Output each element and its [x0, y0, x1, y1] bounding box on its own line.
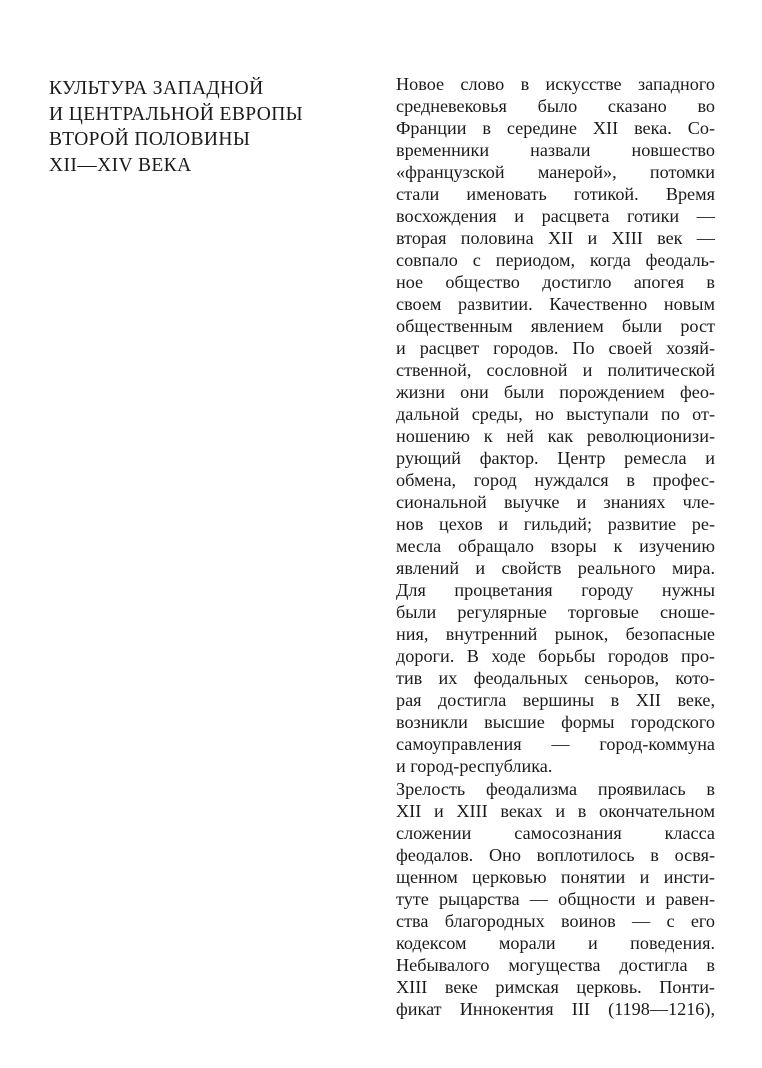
text-line: были регулярные торговые сноше- [396, 602, 715, 623]
text-line: феодалов. Оно воплотилось в освя- [396, 844, 715, 865]
paragraph-2 [396, 778, 715, 1020]
text-line: возникли высшие формы городского [396, 712, 715, 733]
text-line: кодексом морали и поведения. [396, 932, 715, 953]
text-line: тив их феодальных сеньоров, кото- [396, 668, 715, 689]
text-line: ния, внутренний рынок, безопасные [396, 624, 715, 645]
text-line: обмена, город нуждался в профес- [396, 470, 715, 491]
text-line: месла обращало взоры к изучению [396, 536, 715, 557]
text-line: ственной, сословной и политической [396, 360, 715, 381]
body-text-column [396, 73, 715, 1020]
chapter-title-line: XII—XIV ВЕКА [49, 154, 192, 176]
text-line: рующий фактор. Центр ремесла и [396, 448, 715, 469]
chapter-title-line: КУЛЬТУРА ЗАПАДНОЙ [49, 78, 264, 99]
text-line: временники назвали новшество [396, 140, 715, 161]
text-line: и расцвет городов. По своей хозяй- [396, 338, 715, 359]
text-line: фикат Иннокентия III (1198—1216), [396, 998, 715, 1019]
text-line: XII и XIII веках и в окончательном [396, 800, 715, 821]
text-line: Небывалого могущества достигла в [396, 954, 715, 975]
text-line: рая достигла вершины в XII веке, [396, 690, 715, 711]
text-line: явлений и свойств реального мира. [396, 558, 715, 579]
text-line: вторая половина XII и XIII век — [396, 228, 715, 249]
text-line: XIII веке римская церковь. Понти- [396, 976, 715, 997]
text-line: совпало с периодом, когда феодаль- [396, 250, 715, 271]
text-line: Франции в середине XII века. Со- [396, 118, 715, 139]
text-line: Для процветания городу нужны [396, 580, 715, 601]
text-line: нов цехов и гильдий; развитие ре- [396, 514, 715, 535]
chapter-title-line: ВТОРОЙ ПОЛОВИНЫ [49, 129, 251, 151]
text-line: сиональной выучке и знаниях чле- [396, 492, 715, 513]
text-line: и город-республика. [396, 756, 553, 777]
text-line: стали именовать готикой. Время [396, 184, 715, 205]
text-line: ное общество достигло апогея в [396, 272, 715, 293]
text-line: восхождения и расцвета готики — [396, 206, 715, 227]
text-line: Зрелость феодализма проявилась в [396, 778, 715, 799]
text-line: дальной среды, но выступали по от- [396, 404, 715, 425]
text-line: самоуправления — город-коммуна [396, 734, 715, 755]
text-line: туте рыцарства — общности и равен- [396, 888, 715, 909]
paragraph-1 [396, 73, 715, 778]
text-line: общественным явлением были рост [396, 316, 715, 337]
text-line: сложении самосознания класса [396, 822, 715, 843]
chapter-title [49, 76, 349, 178]
text-line: щенном церковью понятии и инсти- [396, 866, 715, 887]
text-line: ношению к ней как революционизи- [396, 426, 715, 447]
text-line: своем развитии. Качественно новым [396, 294, 715, 315]
text-line: средневековья было сказано во [396, 96, 715, 117]
text-line: ства благородных воинов — с его [396, 910, 715, 931]
text-line: Новое слово в искусстве западного [396, 74, 715, 94]
text-line: «французской манерой», потомки [396, 162, 715, 183]
text-line: жизни они были порождением фео- [396, 382, 715, 403]
text-line: дороги. В ходе борьбы городов про- [396, 646, 715, 667]
chapter-title-line: И ЦЕНТРАЛЬНОЙ ЕВРОПЫ [49, 103, 304, 125]
